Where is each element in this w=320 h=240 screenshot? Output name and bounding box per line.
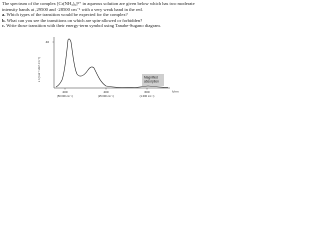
absorption-spectrum-chart: [0, 0, 200, 100]
inset-label-line2: absorption: [144, 79, 159, 84]
question-c-text: Write those transition with their energy-term symbol using Tanabe-Sugano diagram.: [6, 23, 161, 29]
question-a-label: a.: [2, 12, 6, 18]
x-axis-unit: λ/nm: [172, 89, 179, 94]
question-b-label: b.: [2, 17, 6, 23]
question-a-text: Which types of the transition would be expected for the complex?: [6, 12, 128, 18]
inset-label-line1: Magnified: [144, 75, 158, 80]
x-tick-sub-400: (25 000 cm⁻¹): [97, 95, 115, 98]
x-tick-label-200: 200: [62, 90, 68, 94]
y-tick-label-40: 40: [45, 40, 49, 44]
x-tick-label-600: 600: [144, 90, 150, 94]
x-tick-label-400: 400: [103, 90, 109, 94]
y-axis-label: ε / (mol⁻¹ dm³ cm⁻¹): [37, 57, 41, 82]
question-c-label: c.: [2, 23, 6, 29]
problem-intro: The spectrum of the complex [Cr(NH₃)₆]³⁺ in aqueous solution are given below which has two moderate intensity bands at ,29500 and ·28500 cm⁻¹ with a very weak band in the red.: [2, 1, 195, 12]
x-tick-sub-200: (50 000 cm⁻¹): [56, 95, 74, 98]
x-tick-sub-600: (1·000 cm⁻¹): [139, 95, 155, 98]
question-b-text: What can you see the transitions on which are spin-allowed or forbidden?: [6, 17, 143, 23]
